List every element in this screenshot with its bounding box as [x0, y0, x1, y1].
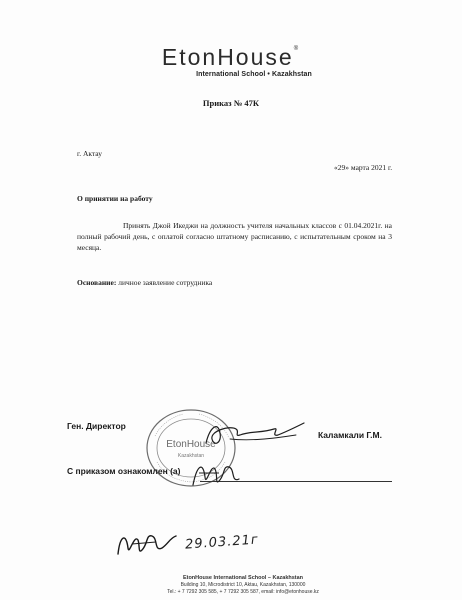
footer-contacts: Tel.: + 7 7292 305 585, + 7 7292 305 587, email: info@etonhouse.kz — [167, 589, 319, 595]
school-logo — [0, 44, 462, 71]
city: г. Актау — [77, 149, 103, 158]
basis-label: Основание: — [77, 278, 117, 287]
acknowledgement-label: С приказом ознакомлен (а) — [67, 466, 181, 476]
school-subtitle: International School • Kazakhstan — [196, 71, 312, 78]
director-signature — [200, 413, 310, 453]
logo-text: EtonHouse — [161, 44, 294, 70]
order-title: Приказ № 47К — [202, 98, 260, 108]
employee-signature-bottom — [112, 526, 182, 562]
order-date: «29» марта 2021 г. — [334, 163, 393, 172]
basis-text: личное заявление сотрудника — [116, 278, 213, 287]
footer-school-name: EtonHouse International School – Kazakhstan — [182, 575, 304, 581]
employee-signature — [185, 455, 245, 495]
letterhead-footer — [0, 575, 462, 596]
director-label: Ген. Директор — [67, 421, 126, 431]
registered-mark: ® — [293, 46, 301, 52]
order-subject: О принятии на работу — [77, 194, 153, 203]
order-basis — [77, 278, 212, 287]
handwritten-date: 29.03.21г — [184, 532, 260, 553]
footer-address: Building 10, Microdistrict 10, Aktau, Kazakhstan, 130000 — [180, 582, 306, 588]
stamp-sub-text: Kazakhstan — [177, 453, 205, 459]
order-body: Принять Джой Икеджи на должность учителя начальных классов с 01.04.2021г. на полный рабочий день, с оплатой согласно штатному расписанию, с испытательным сроком на 3 месяца. — [77, 221, 392, 252]
director-name: Каламкали Г.М. — [318, 430, 382, 440]
stamp-center-text: EtonHouse — [166, 439, 216, 450]
